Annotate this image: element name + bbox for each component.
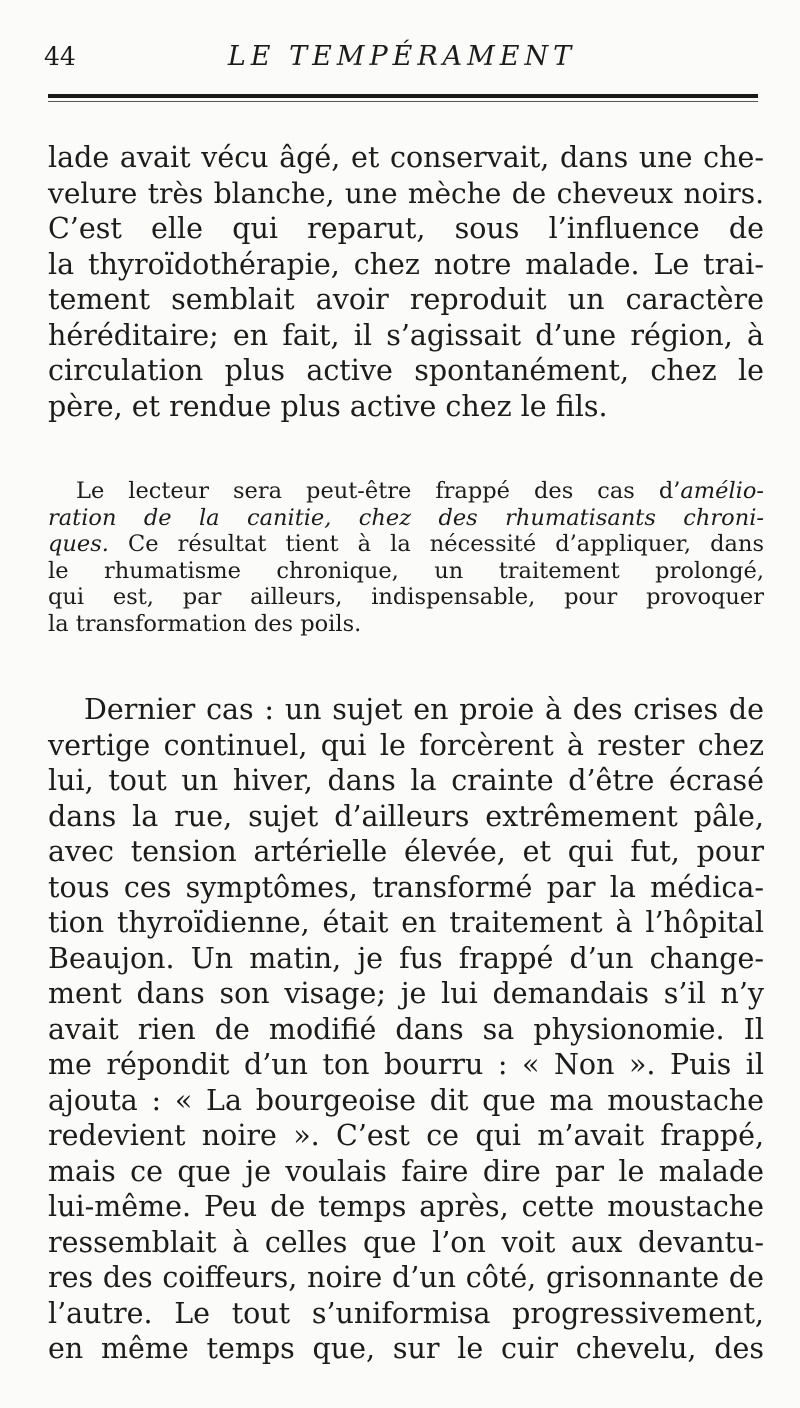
note-paragraph	[48, 478, 764, 637]
text-line: ment dans son visage; je lui demandais s’il n’y	[48, 977, 764, 1010]
text-line: père, et rendue plus active chez le fils.	[48, 389, 608, 423]
text-line: Beaujon. Un matin, je fus frappé d’un change-	[48, 941, 764, 975]
text-line: lui, tout un hiver, dans la crainte d’être écrasé	[48, 764, 764, 797]
italic-segment: amélio-	[680, 478, 764, 504]
text-line: tous ces symptômes, transformé par la médica-	[48, 870, 764, 904]
text-line: ajouta : « La bourgeoise dit que ma moustache	[48, 1083, 764, 1117]
text-line: l’autre. Le tout s’uniformisa progressivement,	[48, 1296, 764, 1330]
text-line: me répondit d’un ton bourru : « Non ». Puis il	[48, 1048, 764, 1081]
text-line: circulation plus active spontanément, chez le	[48, 354, 764, 387]
text-line: redevient noire ». C’est ce qui m’avait frappé,	[48, 1119, 764, 1152]
page-header	[44, 38, 760, 78]
text-line	[48, 531, 764, 558]
text-line: vertige continuel, qui le forcèrent à rester chez	[48, 728, 764, 762]
text-line: le rhumatisme chronique, un traitement prolongé,	[48, 557, 764, 584]
text-line: en même temps que, sur le cuir chevelu, des	[48, 1332, 764, 1365]
text-line: avec tension artérielle élevée, et qui fut, pour	[48, 835, 764, 868]
text-line: tement semblait avoir reproduit un caractère	[48, 283, 764, 316]
paragraph-1	[48, 140, 764, 424]
italic-segment: ques.	[48, 531, 109, 557]
text-line: C’est elle qui reparut, sous l’influence de	[48, 212, 764, 245]
text-line: héréditaire; en fait, il s’agissait d’une région, à	[48, 318, 764, 352]
text-line: la transformation des poils.	[48, 610, 362, 637]
text-segment: Ce résultat tient à la nécessité d’appliquer, dans	[108, 531, 764, 557]
text-line: velure très blanche, une mèche de cheveux noirs.	[48, 176, 764, 210]
text-line: ressemblait à celles que l’on voit aux devantu-	[48, 1225, 764, 1259]
header-rule-thin	[48, 101, 758, 102]
text-line: la thyroïdothérapie, chez notre malade. Le trai-	[48, 247, 764, 281]
text-line: lade avait vécu âgé, et conservait, dans une che-	[48, 141, 764, 174]
page-number: 44	[44, 42, 76, 71]
text-line	[48, 505, 764, 532]
text-line: res des coiffeurs, noire d’un côté, grisonnante de	[48, 1261, 764, 1294]
paragraph-3	[48, 692, 764, 1367]
text-line: tion thyroïdienne, était en traitement à l’hôpital	[48, 906, 764, 939]
text-line	[48, 478, 764, 505]
text-line: mais ce que je voulais faire dire par le malade	[48, 1154, 764, 1188]
text-line: Dernier cas : un sujet en proie à des crises de	[84, 693, 764, 726]
text-line: qui est, par ailleurs, indispensable, pour provoquer	[48, 584, 764, 610]
header-rule	[48, 94, 758, 98]
running-title: LE TEMPÉRAMENT	[227, 41, 577, 72]
italic-segment: ration de la canitie, chez des rhumatisants chroni-	[48, 504, 764, 531]
text-line: dans la rue, sujet d’ailleurs extrêmement pâle,	[48, 799, 764, 833]
text-line: lui-même. Peu de temps après, cette moustache	[48, 1190, 764, 1223]
text-segment: Le lecteur sera peut-être frappé des cas d’	[76, 478, 681, 504]
text-line: avait rien de modifié dans sa physionomie. Il	[48, 1012, 764, 1046]
